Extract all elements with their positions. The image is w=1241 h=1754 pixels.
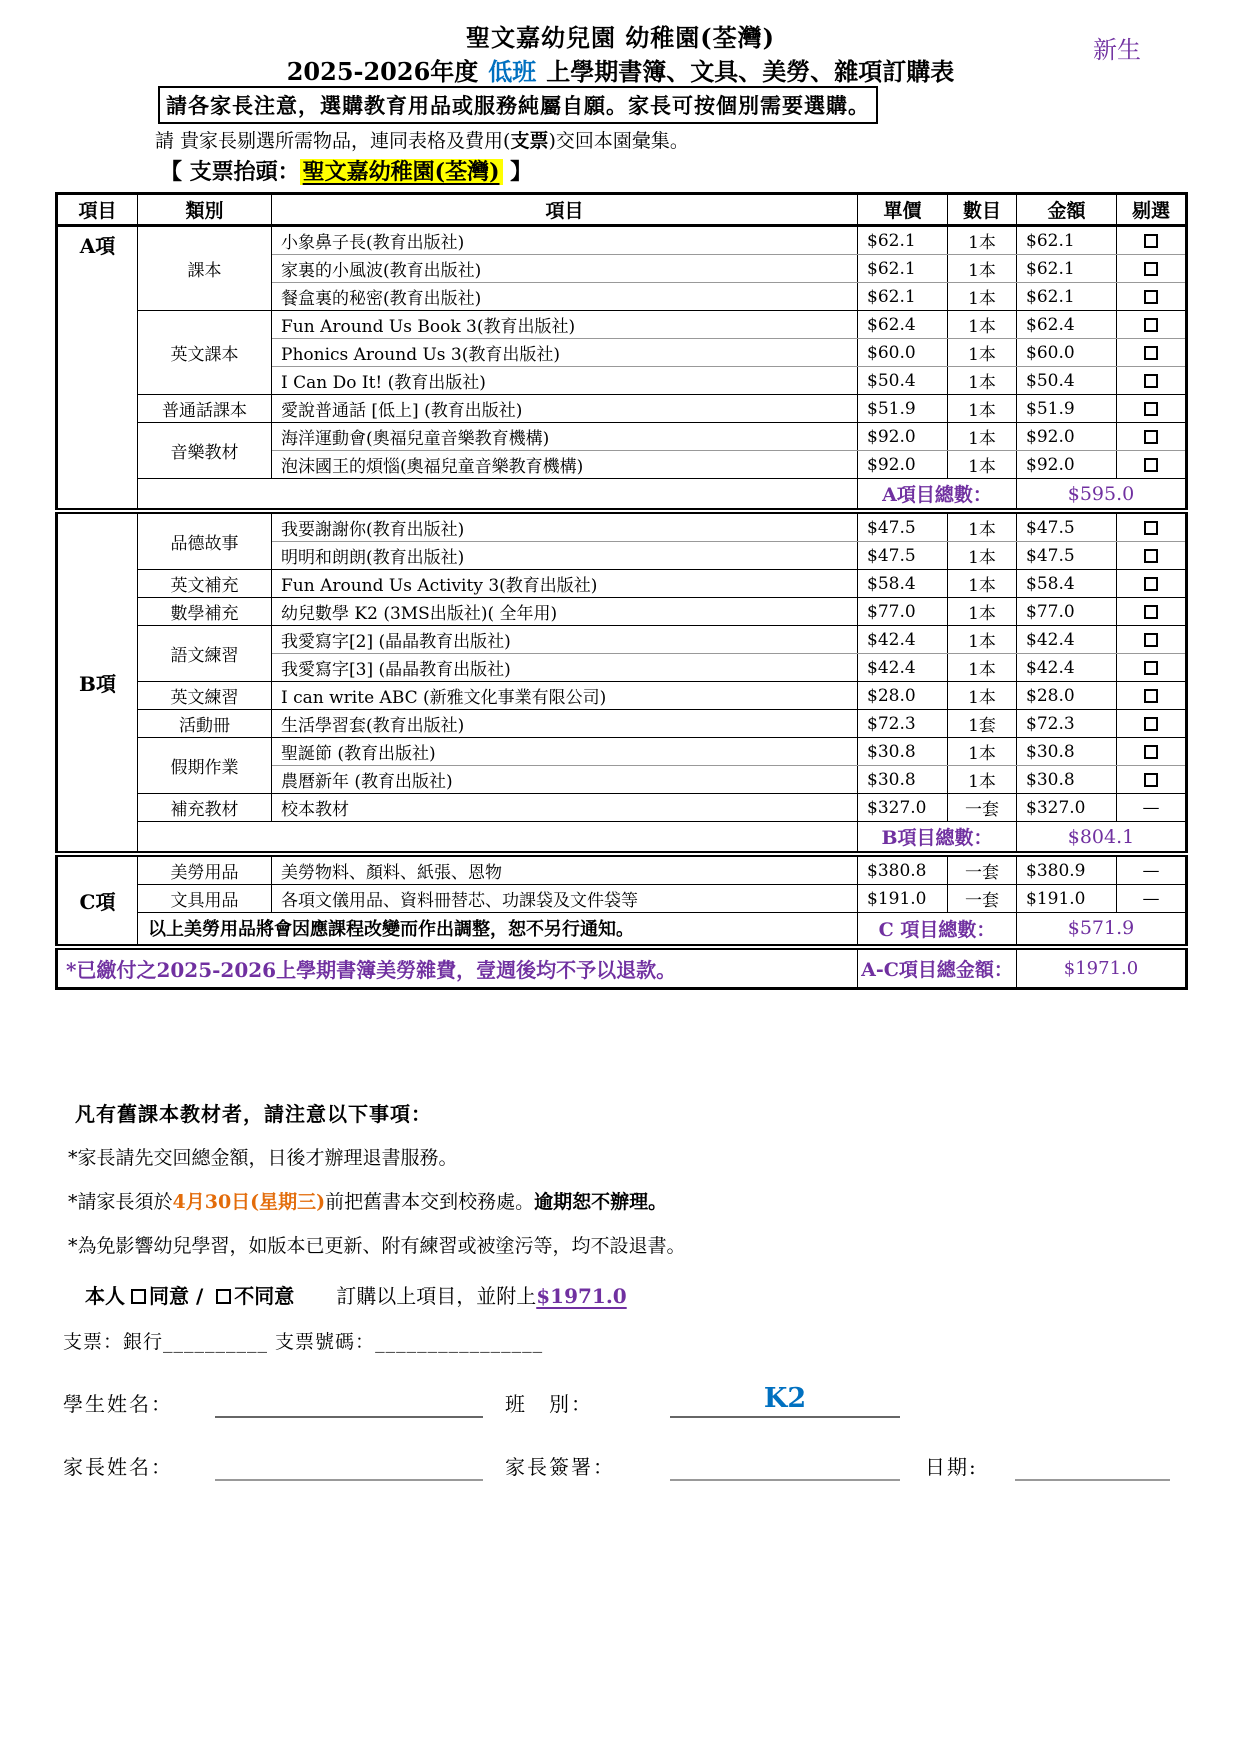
unit-price-cell: $42.4 [858, 654, 948, 682]
item-name-cell: 幼兒數學 K2 (3MS出版社)( 全年用) [272, 598, 858, 626]
item-name-cell: 美勞物料、顏料、紙張、恩物 [272, 854, 858, 885]
tick-cell [1117, 255, 1187, 283]
item-name-cell: 校本教材 [272, 794, 858, 822]
section-label-cell: B項 [57, 511, 138, 854]
cheque-payee-prefix: 【 支票抬頭： [160, 159, 300, 185]
item-name-cell: 明明和朗朗(教育出版社) [272, 542, 858, 570]
amount-cell: $380.9 [1017, 854, 1117, 885]
amount-cell: $92.0 [1017, 423, 1117, 451]
quantity-cell: 1本 [948, 654, 1017, 682]
quantity-cell: 一套 [948, 885, 1017, 913]
parent-sign-label: 家長簽署： [505, 1455, 615, 1479]
tick-checkbox[interactable] [1144, 745, 1158, 759]
order-table [55, 192, 1188, 990]
table-row [57, 794, 1187, 822]
quantity-cell: 1本 [948, 542, 1017, 570]
tick-cell [1117, 654, 1187, 682]
table-row [57, 395, 1187, 423]
item-name-cell: 各項文儀用品、資料冊替芯、功課袋及文件袋等 [272, 885, 858, 913]
cheque-no-blank-field[interactable]: ________________ [375, 1331, 544, 1353]
category-cell: 補充教材 [138, 794, 272, 822]
bank-label: 支票：銀行 [63, 1331, 164, 1353]
quantity-cell: 1本 [948, 283, 1017, 311]
unit-price-cell: $62.1 [858, 283, 948, 311]
tick-cell [1117, 511, 1187, 542]
class-field[interactable] [670, 1380, 900, 1418]
agree-slash: / [189, 1284, 211, 1308]
amount-cell: $62.4 [1017, 311, 1117, 339]
amount-cell: $72.3 [1017, 710, 1117, 738]
year-label: 2025-2026年度 [286, 57, 479, 86]
category-cell: 英文練習 [138, 682, 272, 710]
tick-checkbox[interactable] [1144, 234, 1158, 248]
unit-price-cell: $62.4 [858, 311, 948, 339]
unit-price-cell: $50.4 [858, 367, 948, 395]
item-name-cell: 我愛寫字[2] (晶晶教育出版社) [272, 626, 858, 654]
class-value: K2 [763, 1383, 807, 1414]
signature-row-2 [0, 1443, 1241, 1487]
tick-checkbox[interactable] [1144, 521, 1158, 535]
amount-cell: $191.0 [1017, 885, 1117, 913]
category-cell: 英文課本 [138, 311, 272, 395]
amount-cell: $60.0 [1017, 339, 1117, 367]
tick-cell [1117, 738, 1187, 766]
col-header-unit-price: 單價 [858, 194, 948, 226]
section-label-cell: A項 [57, 226, 138, 512]
school-title: 聖文嘉幼兒園 幼稚園(荃灣) [465, 23, 776, 52]
item-name-cell: 聖誕節 (教育出版社) [272, 738, 858, 766]
item-name-cell: 農曆新年 (教育出版社) [272, 766, 858, 794]
parent-name-label: 家長姓名： [63, 1455, 173, 1479]
tick-cell [1117, 367, 1187, 395]
unit-price-cell: $51.9 [858, 395, 948, 423]
instruction-cheque-word: 支票 [510, 130, 549, 152]
item-name-cell: 愛說普通話 [低上] (教育出版社) [272, 395, 858, 423]
item-name-cell: 我要謝謝你(教育出版社) [272, 511, 858, 542]
table-row [57, 854, 1187, 885]
date-label: 日期: [925, 1455, 978, 1479]
unit-price-cell: $77.0 [858, 598, 948, 626]
quantity-cell: 1本 [948, 367, 1017, 395]
quantity-cell: 1本 [948, 255, 1017, 283]
amount-cell: $327.0 [1017, 794, 1117, 822]
old-books-heading: 凡有舊課本教材者，請注意以下事項： [75, 1102, 432, 1126]
quantity-cell: 1本 [948, 738, 1017, 766]
item-name-cell: 小象鼻子長(教育出版社) [272, 226, 858, 255]
item-name-cell: 生活學習套(教育出版社) [272, 710, 858, 738]
parent-name-field[interactable] [215, 1443, 483, 1481]
category-cell: 數學補充 [138, 598, 272, 626]
category-cell: 課本 [138, 226, 272, 311]
tick-cell [1117, 542, 1187, 570]
signature-row-1 [0, 1380, 1241, 1424]
amount-cell: $47.5 [1017, 542, 1117, 570]
class-level-label: 低班 [488, 57, 537, 86]
col-header-item: 項目 [272, 194, 858, 226]
tick-checkbox[interactable] [1144, 430, 1158, 444]
amount-cell: $30.8 [1017, 766, 1117, 794]
category-cell: 語文練習 [138, 626, 272, 682]
tick-checkbox[interactable] [1144, 549, 1158, 563]
tick-cell [1117, 626, 1187, 654]
unit-price-cell: $28.0 [858, 682, 948, 710]
unit-price-cell: $62.1 [858, 255, 948, 283]
quantity-cell: 1本 [948, 598, 1017, 626]
form-title-text: 上學期書簿、文具、美勞、雜項訂購表 [546, 57, 955, 86]
cheque-payee-suffix: 】 [502, 159, 533, 185]
tick-checkbox[interactable] [1144, 346, 1158, 360]
grand-total-label: A-C項目總金額： [858, 947, 1017, 989]
tick-checkbox[interactable] [1144, 689, 1158, 703]
quantity-cell: 一套 [948, 854, 1017, 885]
table-row [57, 423, 1187, 451]
note-deadline-pre: *請家長須於 [68, 1191, 173, 1213]
item-name-cell: 我愛寫字[3] (晶晶教育出版社) [272, 654, 858, 682]
unit-price-cell: $30.8 [858, 738, 948, 766]
amount-cell: $62.1 [1017, 255, 1117, 283]
amount-cell: $42.4 [1017, 626, 1117, 654]
date-field[interactable] [1015, 1443, 1170, 1481]
quantity-cell: 1本 [948, 339, 1017, 367]
item-name-cell: 餐盒裏的秘密(教育出版社) [272, 283, 858, 311]
tick-cell: — [1117, 854, 1187, 885]
tick-cell: — [1117, 885, 1187, 913]
tick-cell [1117, 395, 1187, 423]
table-header-row [57, 194, 1187, 226]
section-total-row [57, 479, 1187, 512]
quantity-cell: 一套 [948, 794, 1017, 822]
tick-checkbox[interactable] [1144, 605, 1158, 619]
total-spacer [138, 479, 858, 512]
col-header-tick: 剔選 [1117, 194, 1187, 226]
unit-price-cell: $327.0 [858, 794, 948, 822]
note-deadline [68, 1187, 667, 1214]
note-deadline-bold: 逾期恕不辦理。 [534, 1191, 668, 1213]
tick-checkbox[interactable] [1144, 374, 1158, 388]
item-name-cell: I can write ABC (新雅文化事業有限公司) [272, 682, 858, 710]
tick-checkbox[interactable] [1144, 458, 1158, 472]
tick-cell: — [1117, 794, 1187, 822]
section-total-row [57, 822, 1187, 855]
cheque-payee-highlight: 聖文嘉幼稚園(荃灣) [300, 159, 503, 185]
unit-price-cell: $58.4 [858, 570, 948, 598]
table-row [57, 626, 1187, 654]
quantity-cell: 1本 [948, 766, 1017, 794]
unit-price-cell: $42.4 [858, 626, 948, 654]
disagree-label: 不同意 [234, 1284, 295, 1308]
unit-price-cell: $60.0 [858, 339, 948, 367]
order-table-body [57, 226, 1187, 989]
quantity-cell: 1本 [948, 311, 1017, 339]
tick-cell [1117, 570, 1187, 598]
unit-price-cell: $47.5 [858, 542, 948, 570]
tick-checkbox[interactable] [1144, 318, 1158, 332]
category-cell: 美勞用品 [138, 854, 272, 885]
tick-checkbox[interactable] [1144, 262, 1158, 276]
art-adjust-notice: 以上美勞用品將會因應課程改變而作出調整，恕不另行通知。 [138, 913, 858, 947]
cheque-no-label: 支票號碼： [268, 1331, 376, 1353]
grand-total-row [57, 947, 1187, 989]
section-total-label: B項目總數： [858, 822, 1017, 855]
category-cell: 假期作業 [138, 738, 272, 794]
item-name-cell: Fun Around Us Activity 3(教育出版社) [272, 570, 858, 598]
table-row [57, 598, 1187, 626]
cheque-payee-line [160, 155, 532, 186]
col-header-amount: 金額 [1017, 194, 1117, 226]
amount-cell: $62.1 [1017, 283, 1117, 311]
table-row [57, 311, 1187, 339]
tick-checkbox[interactable] [1144, 577, 1158, 591]
item-name-cell: 海洋運動會(奧福兒童音樂教育機構) [272, 423, 858, 451]
col-header-section: 項目 [57, 194, 138, 226]
section-label-cell: C項 [57, 854, 138, 947]
tick-checkbox[interactable] [1144, 633, 1158, 647]
amount-cell: $92.0 [1017, 451, 1117, 479]
amount-cell: $30.8 [1017, 738, 1117, 766]
table-row [57, 570, 1187, 598]
col-header-category: 類別 [138, 194, 272, 226]
agree-label: 同意 [149, 1284, 189, 1308]
amount-cell: $47.5 [1017, 511, 1117, 542]
tick-cell [1117, 226, 1187, 255]
category-cell: 文具用品 [138, 885, 272, 913]
unit-price-cell: $30.8 [858, 766, 948, 794]
quantity-cell: 1本 [948, 226, 1017, 255]
agree-checkbox[interactable] [131, 1289, 146, 1304]
item-name-cell: 家裏的小風波(教育出版社) [272, 255, 858, 283]
quantity-cell: 1本 [948, 626, 1017, 654]
item-name-cell: 泡沫國王的煩惱(奧福兒童音樂教育機構) [272, 451, 858, 479]
category-cell: 音樂教材 [138, 423, 272, 479]
unit-price-cell: $47.5 [858, 511, 948, 542]
category-cell: 活動冊 [138, 710, 272, 738]
category-cell: 英文補充 [138, 570, 272, 598]
section-total-label: A項目總數： [858, 479, 1017, 512]
amount-cell: $50.4 [1017, 367, 1117, 395]
item-name-cell: Phonics Around Us 3(教育出版社) [272, 339, 858, 367]
agree-middle-text: 訂購以上項目，並附上 [336, 1284, 537, 1308]
amount-cell: $28.0 [1017, 682, 1117, 710]
category-cell: 品德故事 [138, 511, 272, 570]
unit-price-cell: $380.8 [858, 854, 948, 885]
col-header-quantity: 數目 [948, 194, 1017, 226]
unit-price-cell: $72.3 [858, 710, 948, 738]
total-spacer [138, 822, 858, 855]
tick-cell [1117, 283, 1187, 311]
quantity-cell: 1本 [948, 511, 1017, 542]
agree-amount-due: $1971.0 [536, 1284, 627, 1308]
agreement-line [85, 1280, 627, 1309]
class-label: 班 別： [505, 1392, 593, 1416]
parent-sign-field[interactable] [670, 1443, 900, 1481]
section-total-value: $595.0 [1017, 479, 1187, 512]
amount-cell: $58.4 [1017, 570, 1117, 598]
tick-cell [1117, 311, 1187, 339]
category-cell: 普通話課本 [138, 395, 272, 423]
section-total-value: $804.1 [1017, 822, 1187, 855]
section-total-label: C 項目總數： [858, 913, 1017, 947]
student-name-label: 學生姓名： [63, 1392, 173, 1416]
unit-price-cell: $92.0 [858, 423, 948, 451]
tick-cell [1117, 451, 1187, 479]
tick-checkbox[interactable] [1144, 290, 1158, 304]
quantity-cell: 1本 [948, 451, 1017, 479]
note-no-return: *為免影響幼兒學習，如版本已更新、附有練習或被塗污等，均不設退書。 [68, 1235, 686, 1257]
table-row [57, 226, 1187, 255]
instruction-post: )交回本園彙集。 [548, 130, 689, 152]
disagree-checkbox[interactable] [216, 1289, 231, 1304]
amount-cell: $62.1 [1017, 226, 1117, 255]
table-row [57, 738, 1187, 766]
quantity-cell: 1本 [948, 682, 1017, 710]
quantity-cell: 1本 [948, 423, 1017, 451]
tick-checkbox[interactable] [1144, 661, 1158, 675]
deadline-date: 4月30日(星期三) [172, 1191, 326, 1213]
bank-blank-field[interactable]: __________ [163, 1331, 269, 1353]
new-student-label: 新生 [1093, 36, 1141, 64]
tick-checkbox[interactable] [1144, 717, 1158, 731]
agree-prefix: 本人 [85, 1284, 125, 1308]
tick-cell [1117, 423, 1187, 451]
section-total-value: $571.9 [1017, 913, 1187, 947]
amount-cell: $42.4 [1017, 654, 1117, 682]
tick-cell [1117, 682, 1187, 710]
table-row [57, 511, 1187, 542]
unit-price-cell: $191.0 [858, 885, 948, 913]
table-row [57, 710, 1187, 738]
tick-cell [1117, 710, 1187, 738]
instruction-pre: 請 貴家長剔選所需物品，連同表格及費用( [155, 130, 511, 152]
tick-checkbox[interactable] [1144, 402, 1158, 416]
unit-price-cell: $62.1 [858, 226, 948, 255]
quantity-cell: 1本 [948, 395, 1017, 423]
table-row [57, 682, 1187, 710]
amount-cell: $77.0 [1017, 598, 1117, 626]
tick-checkbox[interactable] [1144, 773, 1158, 787]
section-total-row [57, 913, 1187, 947]
quantity-cell: 1本 [948, 570, 1017, 598]
amount-cell: $51.9 [1017, 395, 1117, 423]
instruction-line [155, 126, 689, 153]
table-row [57, 885, 1187, 913]
cheque-detail-line [63, 1327, 543, 1354]
note-refund-first: *家長請先交回總金額，日後才辦理退書服務。 [68, 1147, 458, 1169]
unit-price-cell: $92.0 [858, 451, 948, 479]
item-name-cell: I Can Do It! (教育出版社) [272, 367, 858, 395]
tick-cell [1117, 339, 1187, 367]
quantity-cell: 1套 [948, 710, 1017, 738]
parent-notice-box: 請各家長注意，選購教育用品或服務純屬自願。家長可按個別需要選購。 [158, 86, 878, 124]
no-refund-notice: *已繳付之2025-2026上學期書簿美勞雜費，壹週後均不予以退款。 [57, 947, 858, 989]
form-title-line [0, 52, 1241, 87]
tick-cell [1117, 598, 1187, 626]
student-name-field[interactable] [215, 1380, 483, 1418]
tick-cell [1117, 766, 1187, 794]
note-deadline-mid: 前把舊書本交到校務處。 [325, 1191, 535, 1213]
item-name-cell: Fun Around Us Book 3(教育出版社) [272, 311, 858, 339]
grand-total-value: $1971.0 [1017, 947, 1187, 989]
